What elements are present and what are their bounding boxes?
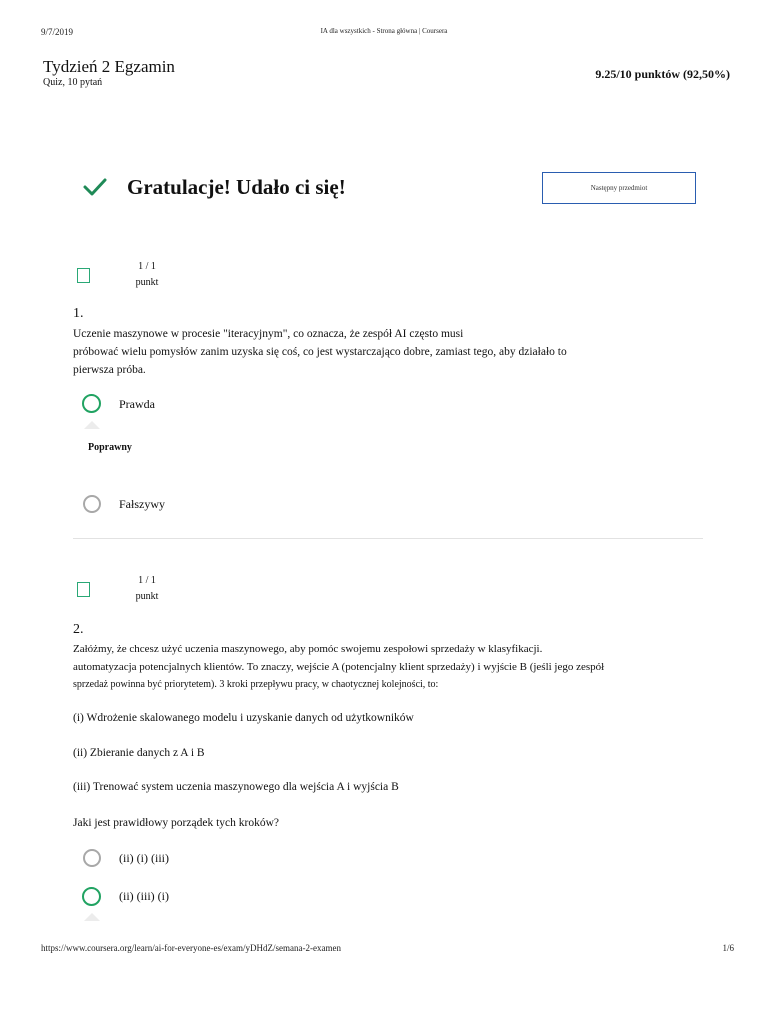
- question-text-line: automatyzacja potencjalnych klientów. To znaczy, wejście A (potencjalny klient sprzedaży) i wyjście B (jeśli jego zespół: [73, 661, 605, 673]
- feedback-correct: Poprawny: [88, 442, 132, 453]
- feedback-pointer: [84, 913, 100, 921]
- question-divider: [73, 538, 703, 539]
- congrats-message: Gratulacje! Udało ci się!: [127, 175, 346, 199]
- print-date: 9/7/2019: [41, 27, 74, 37]
- question-number: 2.: [73, 622, 84, 637]
- question-status-icon: [77, 268, 90, 283]
- question-number: 1.: [73, 306, 84, 321]
- question-points: [127, 573, 167, 605]
- quiz-subtitle: Quiz, 10 pytań: [43, 77, 103, 88]
- question-text: [73, 640, 693, 694]
- question-text-line: Załóżmy, że chcesz użyć uczenia maszynowego, aby pomóc swojemu zespołowi sprzedaży w klasyfikacji.: [73, 643, 543, 655]
- feedback-pointer: [84, 421, 100, 429]
- option-label[interactable]: (ii) (iii) (i): [119, 889, 169, 903]
- workflow-step: (iii) Trenować system uczenia maszynowego dla wejścia A i wyjścia B: [73, 781, 399, 793]
- workflow-step: (ii) Zbieranie danych z A i B: [73, 747, 205, 759]
- option-label[interactable]: Prawda: [119, 397, 155, 411]
- question-text-line: pierwsza próba.: [73, 364, 146, 376]
- option-radio[interactable]: [83, 495, 101, 513]
- question-text-line: próbować wielu pomysłów zanim uzyska się coś, co jest wystarczająco dobre, zamiast tego, aby działało to: [73, 346, 567, 358]
- points-value: 1 / 1: [138, 261, 156, 272]
- question-text-line: Uczenie maszynowe w procesie "iteracyjnym", co oznacza, że zespół AI często musi: [73, 328, 464, 340]
- print-url: https://www.coursera.org/learn/ai-for-everyone-es/exam/yDHdZ/semana-2-examen: [41, 943, 341, 953]
- points-value: 1 / 1: [138, 575, 156, 586]
- option-radio-selected[interactable]: [82, 887, 101, 906]
- quiz-title: Tydzień 2 Egzamin: [43, 57, 175, 76]
- question-text-line: sprzedaż powinna być priorytetem). 3 kroki przepływu pracy, w chaotycznej kolejności, to:: [73, 679, 439, 690]
- option-label[interactable]: (ii) (i) (iii): [119, 851, 169, 865]
- points-unit: punkt: [135, 591, 159, 602]
- question-status-icon: [77, 582, 90, 597]
- question-text: [73, 325, 673, 379]
- question-points: [127, 259, 167, 291]
- workflow-step: (i) Wdrożenie skalowanego modelu i uzyskanie danych od użytkowników: [73, 712, 414, 724]
- print-page-number: 1/6: [722, 943, 734, 953]
- option-radio[interactable]: [83, 849, 101, 867]
- next-item-button[interactable]: Następny przedmiot: [542, 172, 696, 204]
- quiz-score: 9.25/10 punktów (92,50%): [595, 67, 730, 81]
- option-label[interactable]: Fałszywy: [119, 497, 165, 511]
- points-unit: punkt: [135, 277, 159, 288]
- question-prompt: Jaki jest prawidłowy porządek tych kroków?: [73, 817, 279, 829]
- option-radio-selected[interactable]: [82, 394, 101, 413]
- print-page-title: IA dla wszystkich - Strona główna | Coursera: [320, 27, 448, 35]
- checkmark-icon: [82, 176, 108, 203]
